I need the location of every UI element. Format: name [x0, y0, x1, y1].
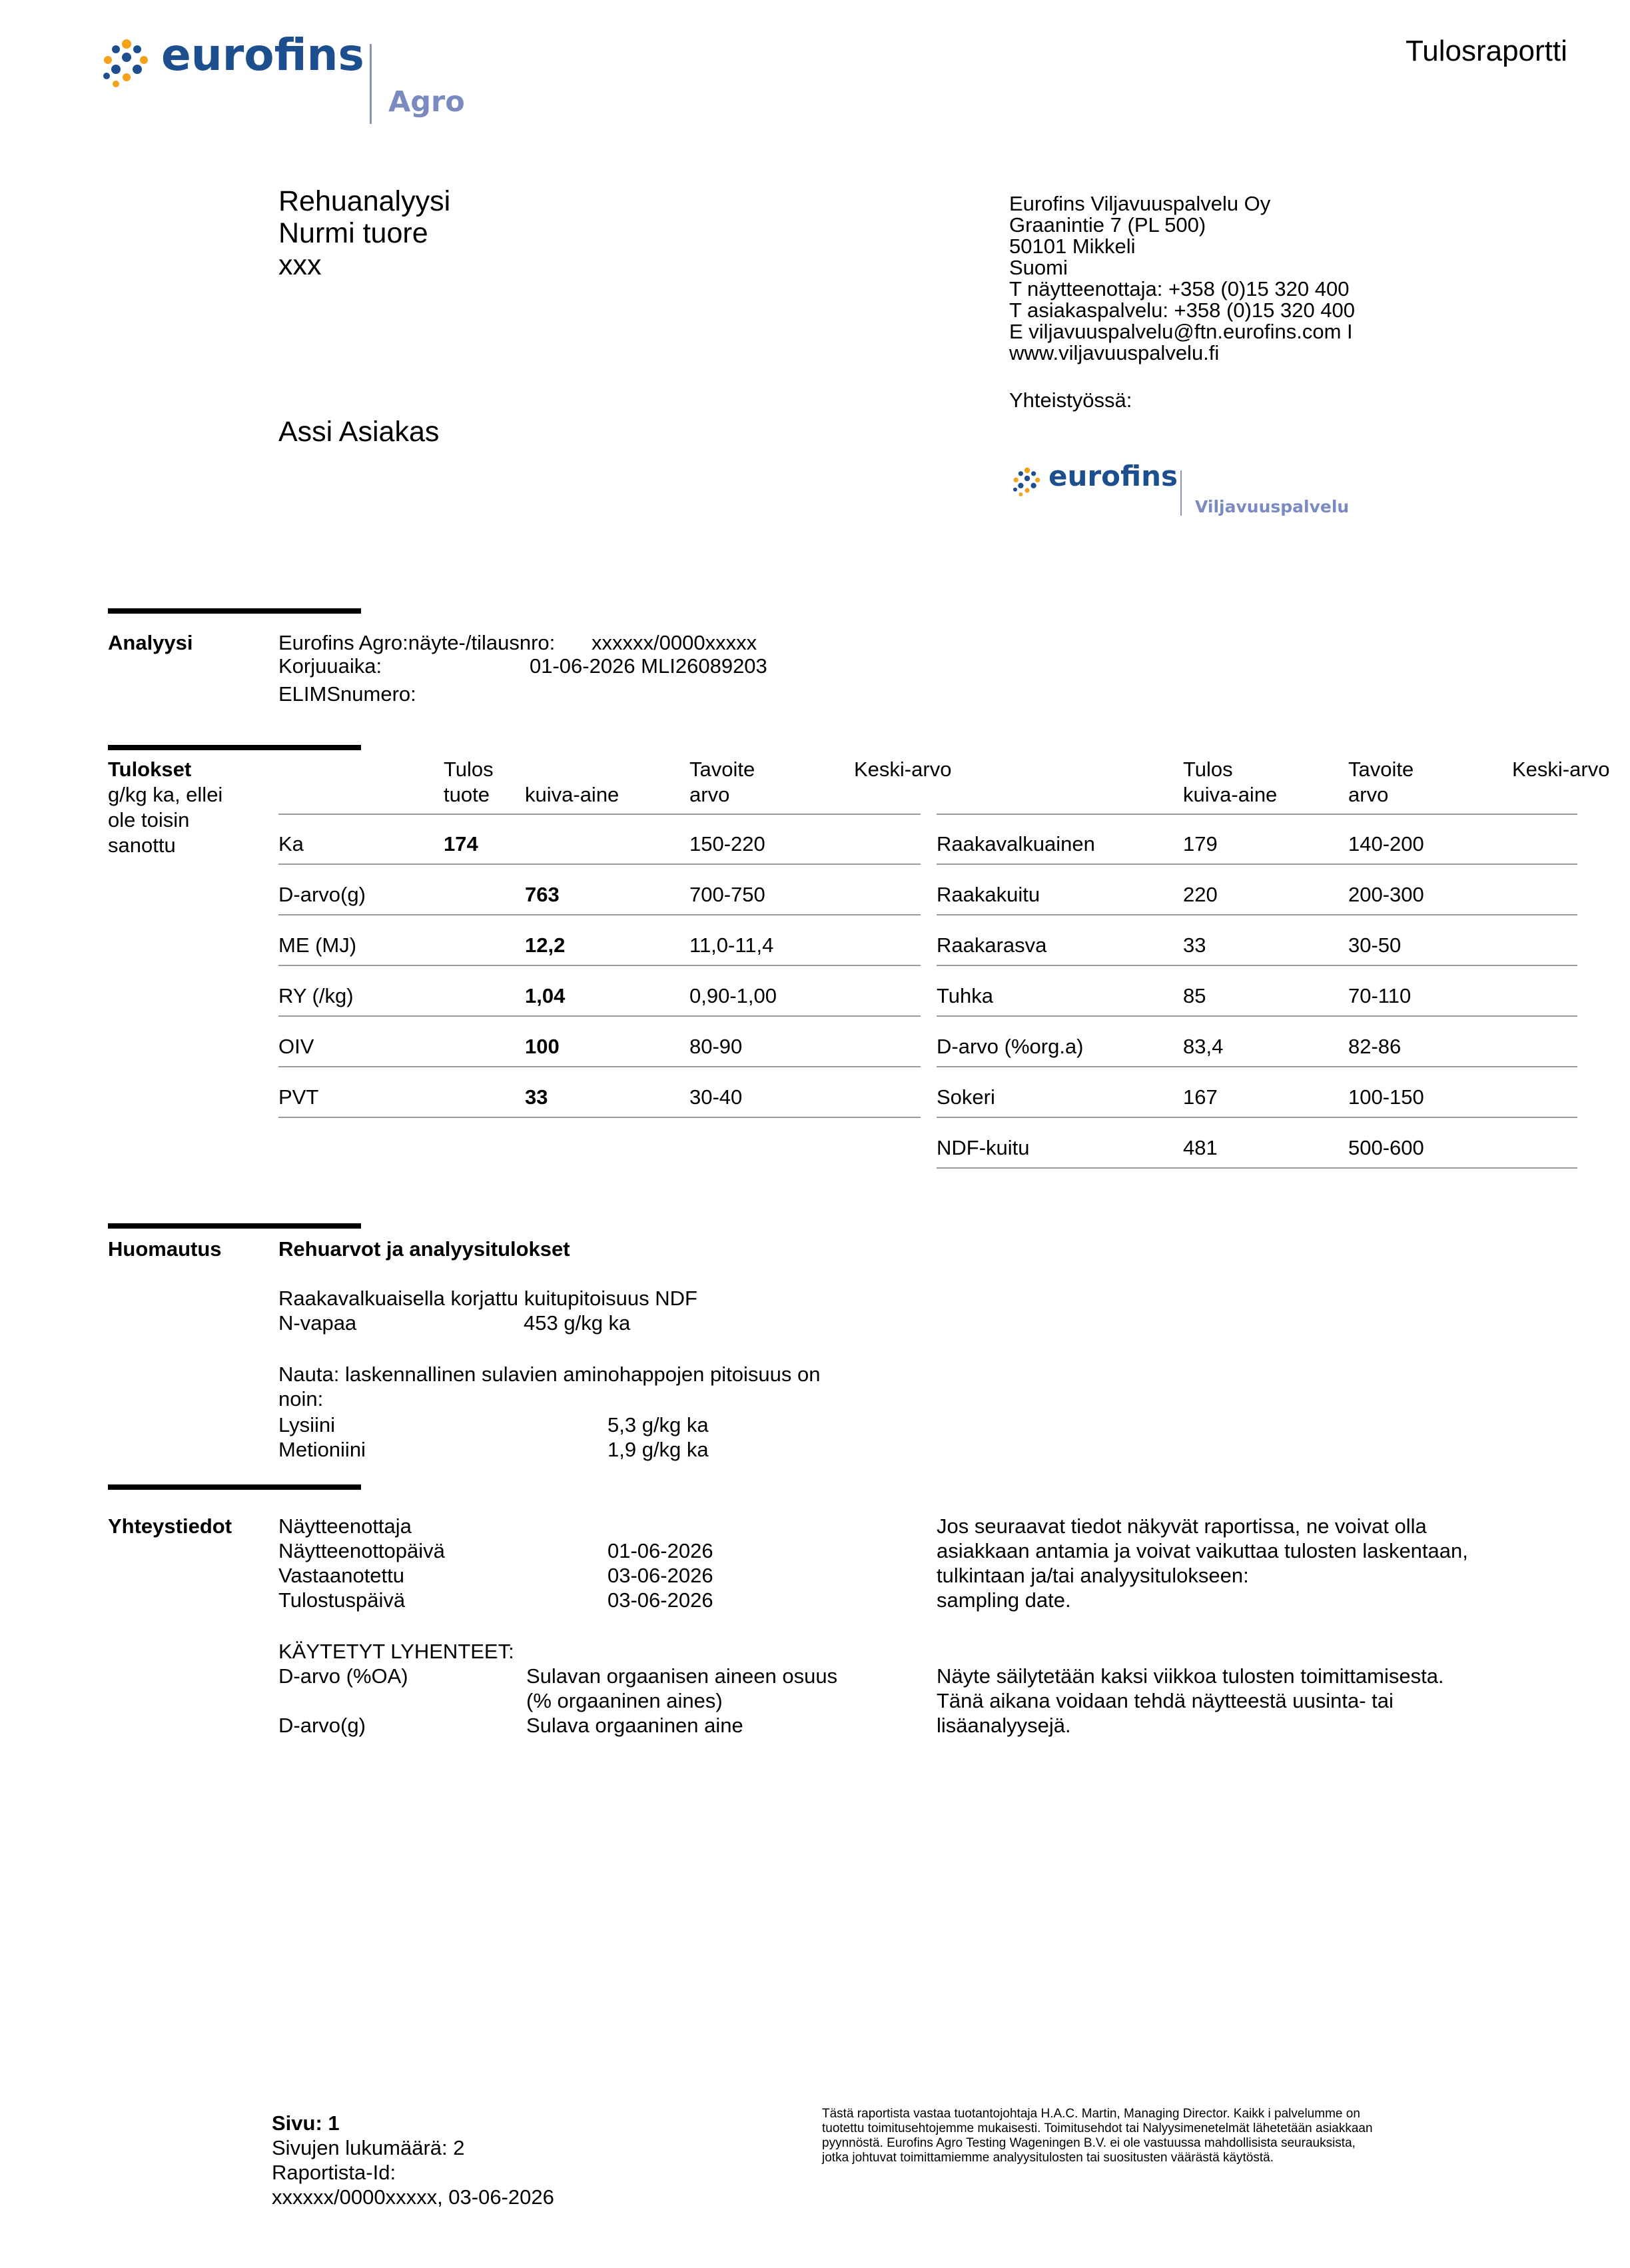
- header-right-tavoite-line1: Tavoite: [1348, 758, 1414, 781]
- unit-line: sanottu: [108, 834, 176, 857]
- value-target: 700-750: [689, 883, 765, 906]
- section-bar-yhteystiedot: [108, 1484, 361, 1490]
- abbr-key: D-arvo(g): [278, 1714, 366, 1737]
- abbr-key: D-arvo (%OA): [278, 1664, 408, 1688]
- abbr-value: Sulava orgaaninen aine: [526, 1714, 743, 1737]
- metioniini-label: Metioniini: [278, 1438, 366, 1461]
- section-bar-analyysi: [108, 608, 361, 614]
- param-name: ME (MJ): [278, 933, 357, 957]
- section-bar-tulokset: [108, 745, 361, 750]
- row-rule: [278, 1015, 921, 1017]
- metioniini-value: 1,9 g/kg ka: [608, 1438, 709, 1461]
- lab-website: www.viljavuuspalvelu.fi: [1009, 341, 1220, 364]
- section-bar-huomautus: [108, 1223, 361, 1229]
- param-name: NDF-kuitu: [937, 1136, 1030, 1159]
- disclaimer-line: pyynnöstä. Eurofins Agro Testing Wageningen B.V. ei ole vastuussa mahdollisista seurauksista,: [822, 2135, 1356, 2150]
- param-name: D-arvo (%org.a): [937, 1035, 1084, 1058]
- section-label-yhteystiedot: Yhteystiedot: [108, 1514, 232, 1538]
- results-unit-note: [108, 782, 222, 858]
- header-right-tulos: [1183, 757, 1277, 808]
- header-kuiva-aine: kuiva-aine: [525, 783, 619, 806]
- value-target: 11,0-11,4: [689, 933, 774, 957]
- partner-sub-brand: Viljavuuspalvelu: [1195, 497, 1350, 516]
- disclaimer-line: tuotettu toimitusehtojemme mukaisesti. Toimitusehdot tai Nalyysimenetelmät lähetetään asiakkaan: [822, 2121, 1373, 2135]
- eurofins-dots-icon: [100, 37, 153, 91]
- header-keski-arvo: Keski-arvo: [854, 758, 952, 781]
- param-name: PVT: [278, 1085, 319, 1109]
- value-kuiva-aine: 85: [1183, 984, 1206, 1007]
- header-right-tulos-line2: kuiva-aine: [1183, 783, 1278, 806]
- elims-label: ELIMSnumero:: [278, 682, 416, 706]
- lab-postal: 50101 Mikkeli: [1009, 235, 1136, 258]
- section-label-huomautus: Huomautus: [108, 1237, 222, 1261]
- row-rule: [937, 1167, 1577, 1169]
- param-name: Ka: [278, 832, 304, 855]
- row-rule: [278, 863, 921, 865]
- value-kuiva-aine: 100: [525, 1035, 560, 1058]
- sample-number-label: Eurofins Agro:näyte-/tilausnro:: [278, 631, 556, 654]
- info-line: tulkintaan ja/tai analyysitulokseen:: [937, 1564, 1249, 1587]
- disclaimer-line: Tästä raportista vastaa tuotantojohtaja H.A.C. Martin, Managing Director. Kaikk i palvelumme on: [822, 2107, 1360, 2121]
- ndf-note: Raakavalkuaisella korjattu kuitupitoisuus NDF: [278, 1287, 697, 1310]
- client-info-note: [937, 1514, 1468, 1612]
- lab-name: Eurofins Viljavuuspalvelu Oy: [1009, 192, 1271, 215]
- partner-wordmark: eurofins: [1048, 460, 1178, 492]
- customer-name: Assi Asiakas: [278, 416, 440, 448]
- footer-disclaimer: [822, 2107, 1373, 2165]
- title-line: Nurmi tuore: [278, 217, 428, 250]
- param-name: RY (/kg): [278, 984, 354, 1007]
- lab-street: Graanintie 7 (PL 500): [1009, 213, 1206, 237]
- brand-wordmark: eurofins: [161, 29, 364, 81]
- report-id-label: Raportista-Id:: [272, 2161, 396, 2184]
- report-id-value: xxxxxx/0000xxxxx, 03-06-2026: [272, 2185, 554, 2209]
- unit-line: g/kg ka, ellei: [108, 783, 223, 806]
- info-line: asiakkaan antamia ja voivat vaikuttaa tulosten laskentaan,: [937, 1539, 1468, 1562]
- row-rule: [937, 965, 1577, 966]
- row-rule: [937, 863, 1577, 865]
- value-target: 30-40: [689, 1085, 743, 1109]
- nauta-line: noin:: [278, 1387, 324, 1411]
- value-kuiva-aine: 220: [1183, 883, 1218, 906]
- row-rule: [278, 914, 921, 915]
- storage-line: lisäanalyysejä.: [937, 1714, 1071, 1737]
- sampler-label: Näytteenottaja: [278, 1514, 412, 1538]
- value-target: 100-150: [1348, 1085, 1424, 1109]
- header-tulos-line1: Tulos: [444, 758, 494, 781]
- value-target: 200-300: [1348, 883, 1424, 906]
- row-rule: [937, 914, 1577, 915]
- param-name: Tuhka: [937, 984, 994, 1007]
- param-name: Raakavalkuainen: [937, 832, 1095, 855]
- received-label: Vastaanotettu: [278, 1564, 405, 1587]
- value-kuiva-aine: 179: [1183, 832, 1218, 855]
- nvapaa-label: N-vapaa: [278, 1311, 357, 1335]
- value-kuiva-aine: 83,4: [1183, 1035, 1224, 1058]
- value-target: 82-86: [1348, 1035, 1402, 1058]
- section-label-tulokset: Tulokset: [108, 758, 192, 781]
- info-line: Jos seuraavat tiedot näkyvät raportissa, ne voivat olla: [937, 1514, 1427, 1538]
- sample-number-value: xxxxxx/0000xxxxx: [592, 631, 757, 654]
- harvest-label: Korjuuaika:: [278, 654, 382, 678]
- header-tulos-line2: tuote: [444, 783, 490, 806]
- lab-country: Suomi: [1009, 256, 1068, 279]
- header-tulos: [444, 757, 494, 808]
- storage-note: [937, 1664, 1444, 1738]
- header-tavoite: [689, 757, 755, 808]
- value-target: 30-50: [1348, 933, 1402, 957]
- value-kuiva-aine: 763: [525, 883, 560, 906]
- partner-divider: [1180, 470, 1182, 516]
- param-name: D-arvo(g): [278, 883, 366, 906]
- value-kuiva-aine: 33: [1183, 933, 1206, 957]
- value-kuiva-aine: 481: [1183, 1136, 1218, 1159]
- report-type: Tulosraportti: [1406, 35, 1567, 67]
- info-line: sampling date.: [937, 1588, 1071, 1612]
- nauta-note: [278, 1362, 820, 1411]
- value-kuiva-aine: 167: [1183, 1085, 1218, 1109]
- title-line: Rehuanalyysi: [278, 185, 451, 217]
- footer-page-info: [272, 2111, 554, 2209]
- harvest-value: 01-06-2026 MLI26089203: [530, 654, 767, 678]
- page-number: Sivu: 1: [272, 2111, 340, 2135]
- abbr-value-line: (% orgaaninen aines): [526, 1689, 723, 1712]
- abbr-value-line: Sulavan orgaanisen aineen osuus: [526, 1664, 838, 1688]
- eurofins-logo: [100, 29, 473, 127]
- header-right-tavoite-line2: arvo: [1348, 783, 1389, 806]
- value-target: 150-220: [689, 832, 765, 855]
- lab-phone-service: T asiakaspalvelu: +358 (0)15 320 400: [1009, 298, 1356, 322]
- sampling-date-value: 01-06-2026: [608, 1539, 713, 1562]
- abbr-value: [526, 1664, 837, 1713]
- row-rule: [937, 1117, 1577, 1118]
- storage-line: Tänä aikana voidaan tehdä näytteestä uusinta- tai: [937, 1689, 1394, 1712]
- param-name: Raakakuitu: [937, 883, 1040, 906]
- sub-brand: Agro: [388, 85, 465, 119]
- param-name: OIV: [278, 1035, 314, 1058]
- section-label-analyysi: Analyysi: [108, 631, 193, 654]
- header-right-tulos-line1: Tulos: [1183, 758, 1233, 781]
- brand-divider: [370, 44, 372, 124]
- partner-logo: [1011, 462, 1358, 522]
- received-value: 03-06-2026: [608, 1564, 713, 1587]
- value-target: 500-600: [1348, 1136, 1424, 1159]
- lysiini-value: 5,3 g/kg ka: [608, 1413, 709, 1436]
- row-rule: [278, 965, 921, 966]
- partner-dots-icon: [1011, 466, 1043, 498]
- value-kuiva-aine: 12,2: [525, 933, 566, 957]
- header-right-keski-arvo: Keski-arvo: [1512, 758, 1610, 781]
- param-name: Raakarasva: [937, 933, 1047, 957]
- value-target: 80-90: [689, 1035, 743, 1058]
- value-kuiva-aine: 1,04: [525, 984, 566, 1007]
- value-target: 140-200: [1348, 832, 1424, 855]
- print-date-label: Tulostuspäivä: [278, 1588, 406, 1612]
- value-target: 0,90-1,00: [689, 984, 777, 1007]
- row-rule: [937, 1066, 1577, 1067]
- title-line: xxx: [278, 249, 322, 282]
- header-right-tavoite: [1348, 757, 1414, 808]
- document-title: [278, 185, 450, 281]
- header-tavoite-line2: arvo: [689, 783, 730, 806]
- print-date-value: 03-06-2026: [608, 1588, 713, 1612]
- lysiini-label: Lysiini: [278, 1413, 335, 1436]
- lab-address: [1009, 193, 1355, 364]
- notes-heading: Rehuarvot ja analyysitulokset: [278, 1237, 570, 1261]
- value-kuiva-aine: 33: [525, 1085, 548, 1109]
- pages-total: Sivujen lukumäärä: 2: [272, 2136, 465, 2159]
- storage-line: Näyte säilytetään kaksi viikkoa tulosten toimittamisesta.: [937, 1664, 1444, 1688]
- nauta-line: Nauta: laskennallinen sulavien aminohappojen pitoisuus on: [278, 1363, 821, 1386]
- row-rule: [937, 1015, 1577, 1017]
- lab-email: E viljavuuspalvelu@ftn.eurofins.com I: [1009, 320, 1353, 343]
- param-name: Sokeri: [937, 1085, 995, 1109]
- table-rule: [278, 814, 921, 815]
- disclaimer-line: jotka johtuvat toimittamiemme analyysitulosten tai suositusten väärästä käytöstä.: [822, 2150, 1274, 2165]
- row-rule: [278, 1117, 921, 1118]
- row-rule: [278, 1066, 921, 1067]
- cooperation-label: Yhteistyössä:: [1009, 388, 1132, 412]
- header-tavoite-line1: Tavoite: [689, 758, 755, 781]
- nvapaa-value: 453 g/kg ka: [524, 1311, 631, 1335]
- abbreviations-heading: KÄYTETYT LYHENTEET:: [278, 1640, 514, 1663]
- lab-phone-sampler: T näytteenottaja: +358 (0)15 320 400: [1009, 277, 1350, 300]
- value-tuote: 174: [444, 832, 478, 855]
- value-target: 70-110: [1348, 984, 1412, 1007]
- table-rule: [937, 814, 1577, 815]
- sampling-date-label: Näytteenottopäivä: [278, 1539, 445, 1562]
- unit-line: ole toisin: [108, 808, 190, 832]
